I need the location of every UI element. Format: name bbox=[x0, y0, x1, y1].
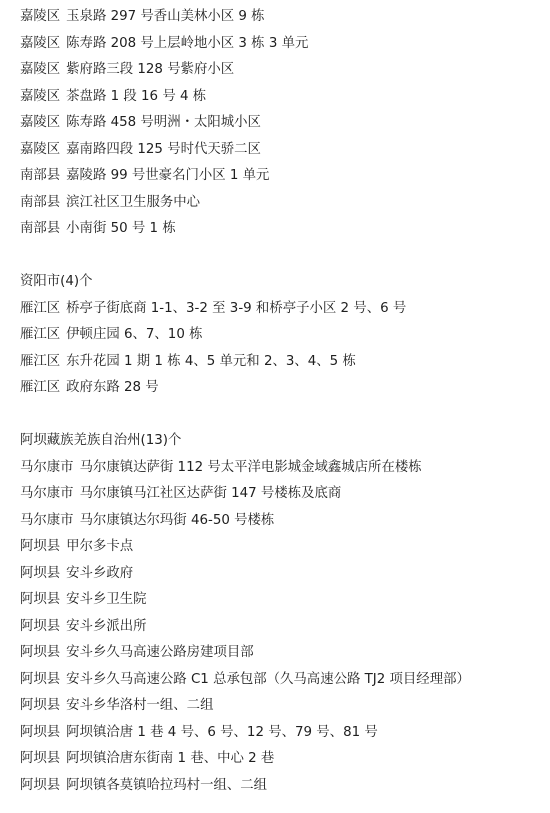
location-entry bbox=[20, 667, 550, 694]
district-name: 阿坝县 bbox=[20, 645, 61, 660]
address-text: 甲尔多卡点 bbox=[66, 539, 134, 554]
address-text: 陈寿路 458 号明洲・太阳城小区 bbox=[66, 115, 261, 130]
address-text: 安斗乡政府 bbox=[66, 565, 134, 581]
district-name: 阿坝县 bbox=[20, 724, 61, 740]
location-entry bbox=[20, 110, 550, 137]
location-entry bbox=[20, 31, 550, 58]
section-spacer bbox=[20, 402, 550, 429]
section-spacer bbox=[20, 243, 550, 270]
district-name: 嘉陵区 bbox=[20, 88, 61, 104]
location-entry bbox=[20, 614, 550, 641]
location-entry bbox=[20, 534, 550, 561]
address-text: 玉泉路 297 号香山美林小区 9 栋 bbox=[66, 9, 265, 24]
location-entry bbox=[20, 640, 550, 667]
location-entry bbox=[20, 296, 550, 323]
district-name: 阿坝县 bbox=[20, 618, 61, 634]
location-block bbox=[20, 4, 550, 243]
district-name: 阿坝县 bbox=[20, 539, 61, 554]
address-text: 紫府路三段 128 号紫府小区 bbox=[66, 62, 235, 77]
address-text: 嘉南路四段 125 号时代天骄二区 bbox=[66, 141, 261, 157]
address-text: 陈寿路 208 号上层岭地小区 3 栋 3 单元 bbox=[66, 35, 309, 51]
district-name: 雁江区 bbox=[20, 380, 61, 395]
district-name: 阿坝县 bbox=[20, 751, 61, 766]
address-text: 马尔康镇马江社区达萨街 147 号楼栋及底商 bbox=[79, 486, 342, 501]
address-text: 伊顿庄园 6、7、10 栋 bbox=[66, 327, 203, 342]
location-entry bbox=[20, 375, 550, 402]
address-text: 安斗乡派出所 bbox=[66, 618, 147, 634]
location-entry bbox=[20, 508, 550, 535]
location-entry bbox=[20, 84, 550, 111]
location-entry bbox=[20, 746, 550, 773]
location-entry bbox=[20, 163, 550, 190]
document-page bbox=[20, 4, 550, 799]
location-entry bbox=[20, 455, 550, 482]
district-name: 阿坝县 bbox=[20, 671, 61, 687]
location-block bbox=[20, 269, 550, 402]
address-text: 阿坝镇洽唐 1 巷 4 号、6 号、12 号、79 号、81 号 bbox=[66, 724, 378, 740]
location-entry bbox=[20, 190, 550, 217]
district-name: 阿坝县 bbox=[20, 698, 61, 713]
address-text: 桥亭子街底商 1-1、3-2 至 3-9 和桥亭子小区 2 号、6 号 bbox=[66, 300, 407, 316]
city-heading: 资阳市(4)个 bbox=[20, 274, 93, 289]
location-entry bbox=[20, 137, 550, 164]
address-text: 小南街 50 号 1 栋 bbox=[66, 221, 176, 236]
address-text: 茶盘路 1 段 16 号 4 栋 bbox=[66, 88, 207, 104]
location-block bbox=[20, 428, 550, 799]
location-entry bbox=[20, 561, 550, 588]
address-text: 安斗乡久马高速公路房建项目部 bbox=[66, 645, 254, 660]
district-name: 马尔康市 bbox=[20, 512, 74, 528]
city-heading: 阿坝藏族羌族自治州(13)个 bbox=[20, 433, 182, 448]
location-entry bbox=[20, 57, 550, 84]
location-entry bbox=[20, 720, 550, 747]
address-text: 安斗乡久马高速公路 C1 总承包部（久马高速公路 TJ2 项目经理部） bbox=[66, 671, 470, 687]
district-name: 雁江区 bbox=[20, 327, 61, 342]
district-name: 嘉陵区 bbox=[20, 115, 61, 130]
location-entry bbox=[20, 693, 550, 720]
district-name: 嘉陵区 bbox=[20, 35, 61, 51]
district-name: 阿坝县 bbox=[20, 565, 61, 581]
district-name: 嘉陵区 bbox=[20, 9, 61, 24]
district-name: 阿坝县 bbox=[20, 592, 61, 607]
address-text: 政府东路 28 号 bbox=[66, 380, 159, 395]
district-name: 嘉陵区 bbox=[20, 62, 61, 77]
location-entry bbox=[20, 349, 550, 376]
location-entry bbox=[20, 322, 550, 349]
address-text: 安斗乡卫生院 bbox=[66, 592, 147, 607]
address-text: 阿坝镇各莫镇哈拉玛村一组、二组 bbox=[66, 777, 268, 793]
district-name: 嘉陵区 bbox=[20, 141, 61, 157]
district-name: 马尔康市 bbox=[20, 459, 74, 475]
address-text: 马尔康镇达尔玛街 46-50 号楼栋 bbox=[79, 512, 275, 528]
district-name: 南部县 bbox=[20, 221, 61, 236]
location-entry bbox=[20, 773, 550, 800]
district-name: 雁江区 bbox=[20, 300, 61, 316]
address-text: 东升花园 1 期 1 栋 4、5 单元和 2、3、4、5 栋 bbox=[66, 353, 356, 369]
address-text: 嘉陵路 99 号世豪名门小区 1 单元 bbox=[66, 168, 270, 183]
address-text: 滨江社区卫生服务中心 bbox=[66, 194, 201, 210]
address-text: 安斗乡华洛村一组、二组 bbox=[66, 698, 214, 713]
location-entry bbox=[20, 4, 550, 31]
location-entry bbox=[20, 481, 550, 508]
district-name: 马尔康市 bbox=[20, 486, 74, 501]
district-name: 南部县 bbox=[20, 168, 61, 183]
district-name: 雁江区 bbox=[20, 353, 61, 369]
location-entry bbox=[20, 216, 550, 243]
district-name: 阿坝县 bbox=[20, 777, 61, 793]
location-entry bbox=[20, 587, 550, 614]
address-text: 阿坝镇洽唐东街南 1 巷、中心 2 巷 bbox=[66, 751, 275, 766]
district-name: 南部县 bbox=[20, 194, 61, 210]
address-text: 马尔康镇达萨街 112 号太平洋电影城金域鑫城店所在楼栋 bbox=[79, 459, 422, 475]
